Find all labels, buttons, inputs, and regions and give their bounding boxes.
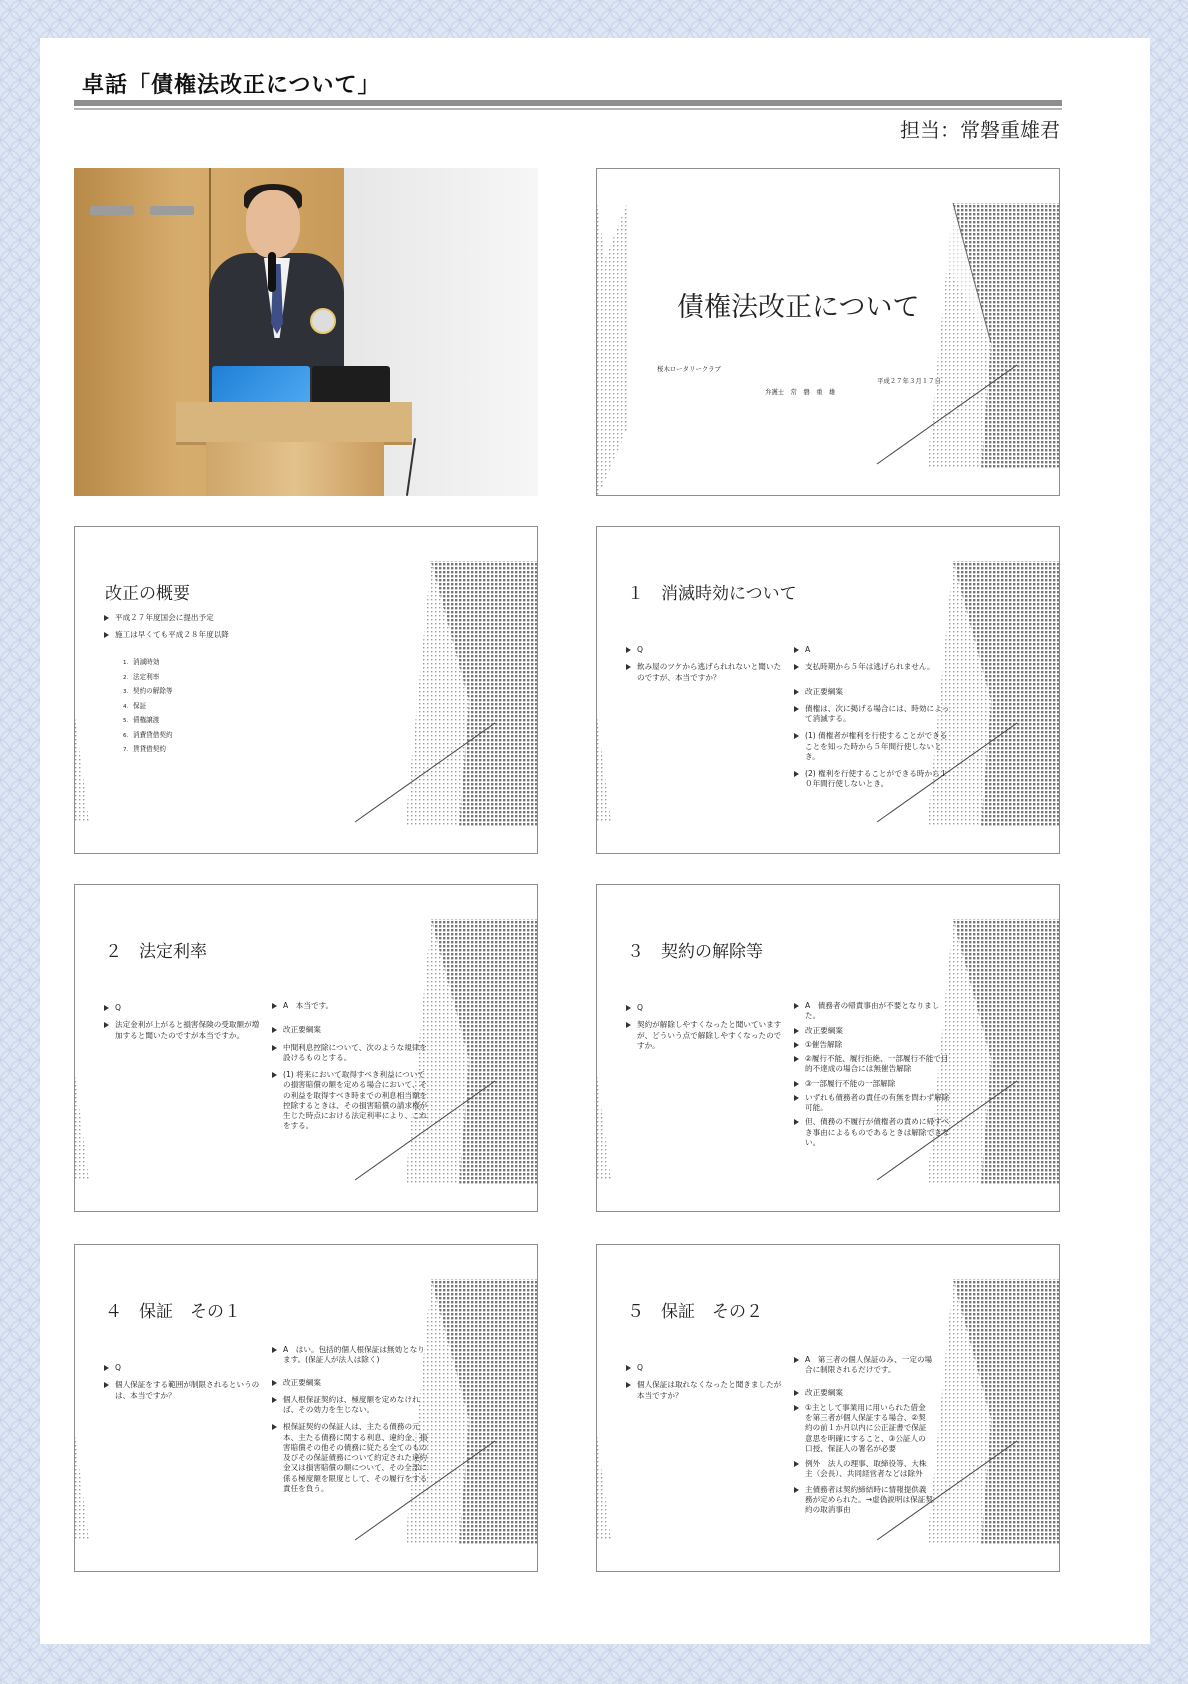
cover-date: 平成２７年３月１７日 (877, 377, 941, 385)
list-item: 4. 保証 (123, 701, 147, 710)
cover-club: 桜木ロータリークラブ (657, 365, 721, 373)
answer-column: A 第三者の個人保証のみ、一定の場合に制限されるだけです。 改正要綱案 ①主として事業用に用いられた借金を第三者が個人保証する場合、②契約の前１か月以内に公正証書で保証意思を明確にすること、③公証人の口授、保証人の署名が必要 例外 法人の理事、取締役等、大株主（会長）、共同経営者などは除外 主債務者は契約締結時に情報提供義務が定められた。→虚偽説明は保証契約の取消事由 (793, 1355, 933, 1520)
overview-bullets (103, 613, 363, 648)
bullet-item: 平成２７年度国会に提出予定 (103, 613, 363, 623)
slide-overview (74, 526, 538, 854)
list-item: 1. 消滅時効 (123, 658, 160, 666)
question-column: Q 個人保証は取れなくなったと聞きましたが本当ですか？ (625, 1363, 787, 1408)
answer-column: A 債務者の帰責事由が不要となりました。 改正要綱案 ①催告解除 ②履行不能、履行拒絶、一部履行不能で目的不達成の場合には無催告解除 ③一部履行不能の一部解除 いずれも債務者の責任の有無を問わず解除可能。 但、債務の不履行が債権者の責めに帰すべき事由によるものであるときは解除できない。 (793, 1001, 951, 1152)
overview-numbered-list (123, 659, 173, 761)
slide-title: ５ 保証 その２ (627, 1302, 763, 1322)
presenter-name: 担当：常磐重雄君 (900, 118, 1060, 142)
speaker-photo (74, 168, 538, 496)
slide-title: ２ 法定利率 (105, 942, 207, 962)
slide-decoration (597, 169, 1060, 496)
slide-3 (596, 884, 1060, 1212)
cover-speaker: 弁護士 常 磐 重 雄 (765, 388, 836, 396)
list-item: 2. 法定利率 (123, 672, 160, 681)
question-column: Q 契約が解除しやすくなったと聞いていますが、どういう点で解除しやすくなったのですか。 (625, 1003, 787, 1058)
title-rule-thin (74, 108, 1062, 110)
question-column: Q 個人保証をする範囲が制限されるというのは、本当ですか？ (103, 1363, 265, 1408)
slide-title: １ 消滅時効について (627, 584, 797, 604)
list-item: 7. 賃貸借契約 (123, 745, 166, 753)
question-column: Q 法定金利が上がると損害保険の受取額が増加すると聞いたのですが本当ですか。 (103, 1003, 265, 1048)
slide-5 (596, 1244, 1060, 1572)
slide-4 (74, 1244, 538, 1572)
slide-cover (596, 168, 1060, 496)
list-item: 6. 消費貸借契約 (123, 730, 173, 739)
slide-title: 改正の概要 (105, 584, 190, 604)
slide-1 (596, 526, 1060, 854)
page-title: 卓話「債権法改正について」 (82, 73, 381, 98)
bullet-item: 施工は早くても平成２８年度以降 (103, 630, 363, 640)
slide-title: ３ 契約の解除等 (627, 942, 763, 962)
answer-column: A 本当です。 改正要綱案 中間利息控除について、次のような規律を設けるものとする。 (1) 将来において取得すべき利益についての損害賠償の額を定める場合において、その利益を取得すべき時までの利息相当額を控除するときは、その損害賠償の請求権が生じた時点における法定利率により、これをする。 (271, 1001, 429, 1139)
list-item: 5. 債権譲渡 (123, 716, 160, 724)
cover-title: 債権法改正について (677, 292, 920, 323)
slide-2 (74, 884, 538, 1212)
title-rule (74, 100, 1062, 106)
question-column: Q 飲み屋のツケから逃げられれないと聞いたのですが、本当ですか？ (625, 645, 785, 690)
answer-column: A 支払時期から５年は逃げられません。 改正要綱案 債権は、次に掲げる場合には、時効によって消滅する。 (1) 債権者が権利を行使することができることを知った時から５年間行使しないとき。 (2) 権利を行使することができる時から１０年間行使しないとき。 (793, 645, 951, 797)
list-item: 3. 契約の解除等 (123, 687, 173, 695)
answer-column: A はい。包括的個人根保証は無効となります。(保証人が法人は除く) 改正要綱案 個人根保証契約は、極度額を定めなければ、その効力を生じない。 根保証契約の保証人は、主たる債務の元本、主たる債務に関する利息、違約金、損害賠償その他その債務に従たる全てのもの及びその保証債務について約定された違約金又は損害賠償の額について、その全部に係る極度額を限度として、その履行をする責任を負う。 (271, 1345, 429, 1501)
slide-title: ４ 保証 その１ (105, 1302, 241, 1322)
